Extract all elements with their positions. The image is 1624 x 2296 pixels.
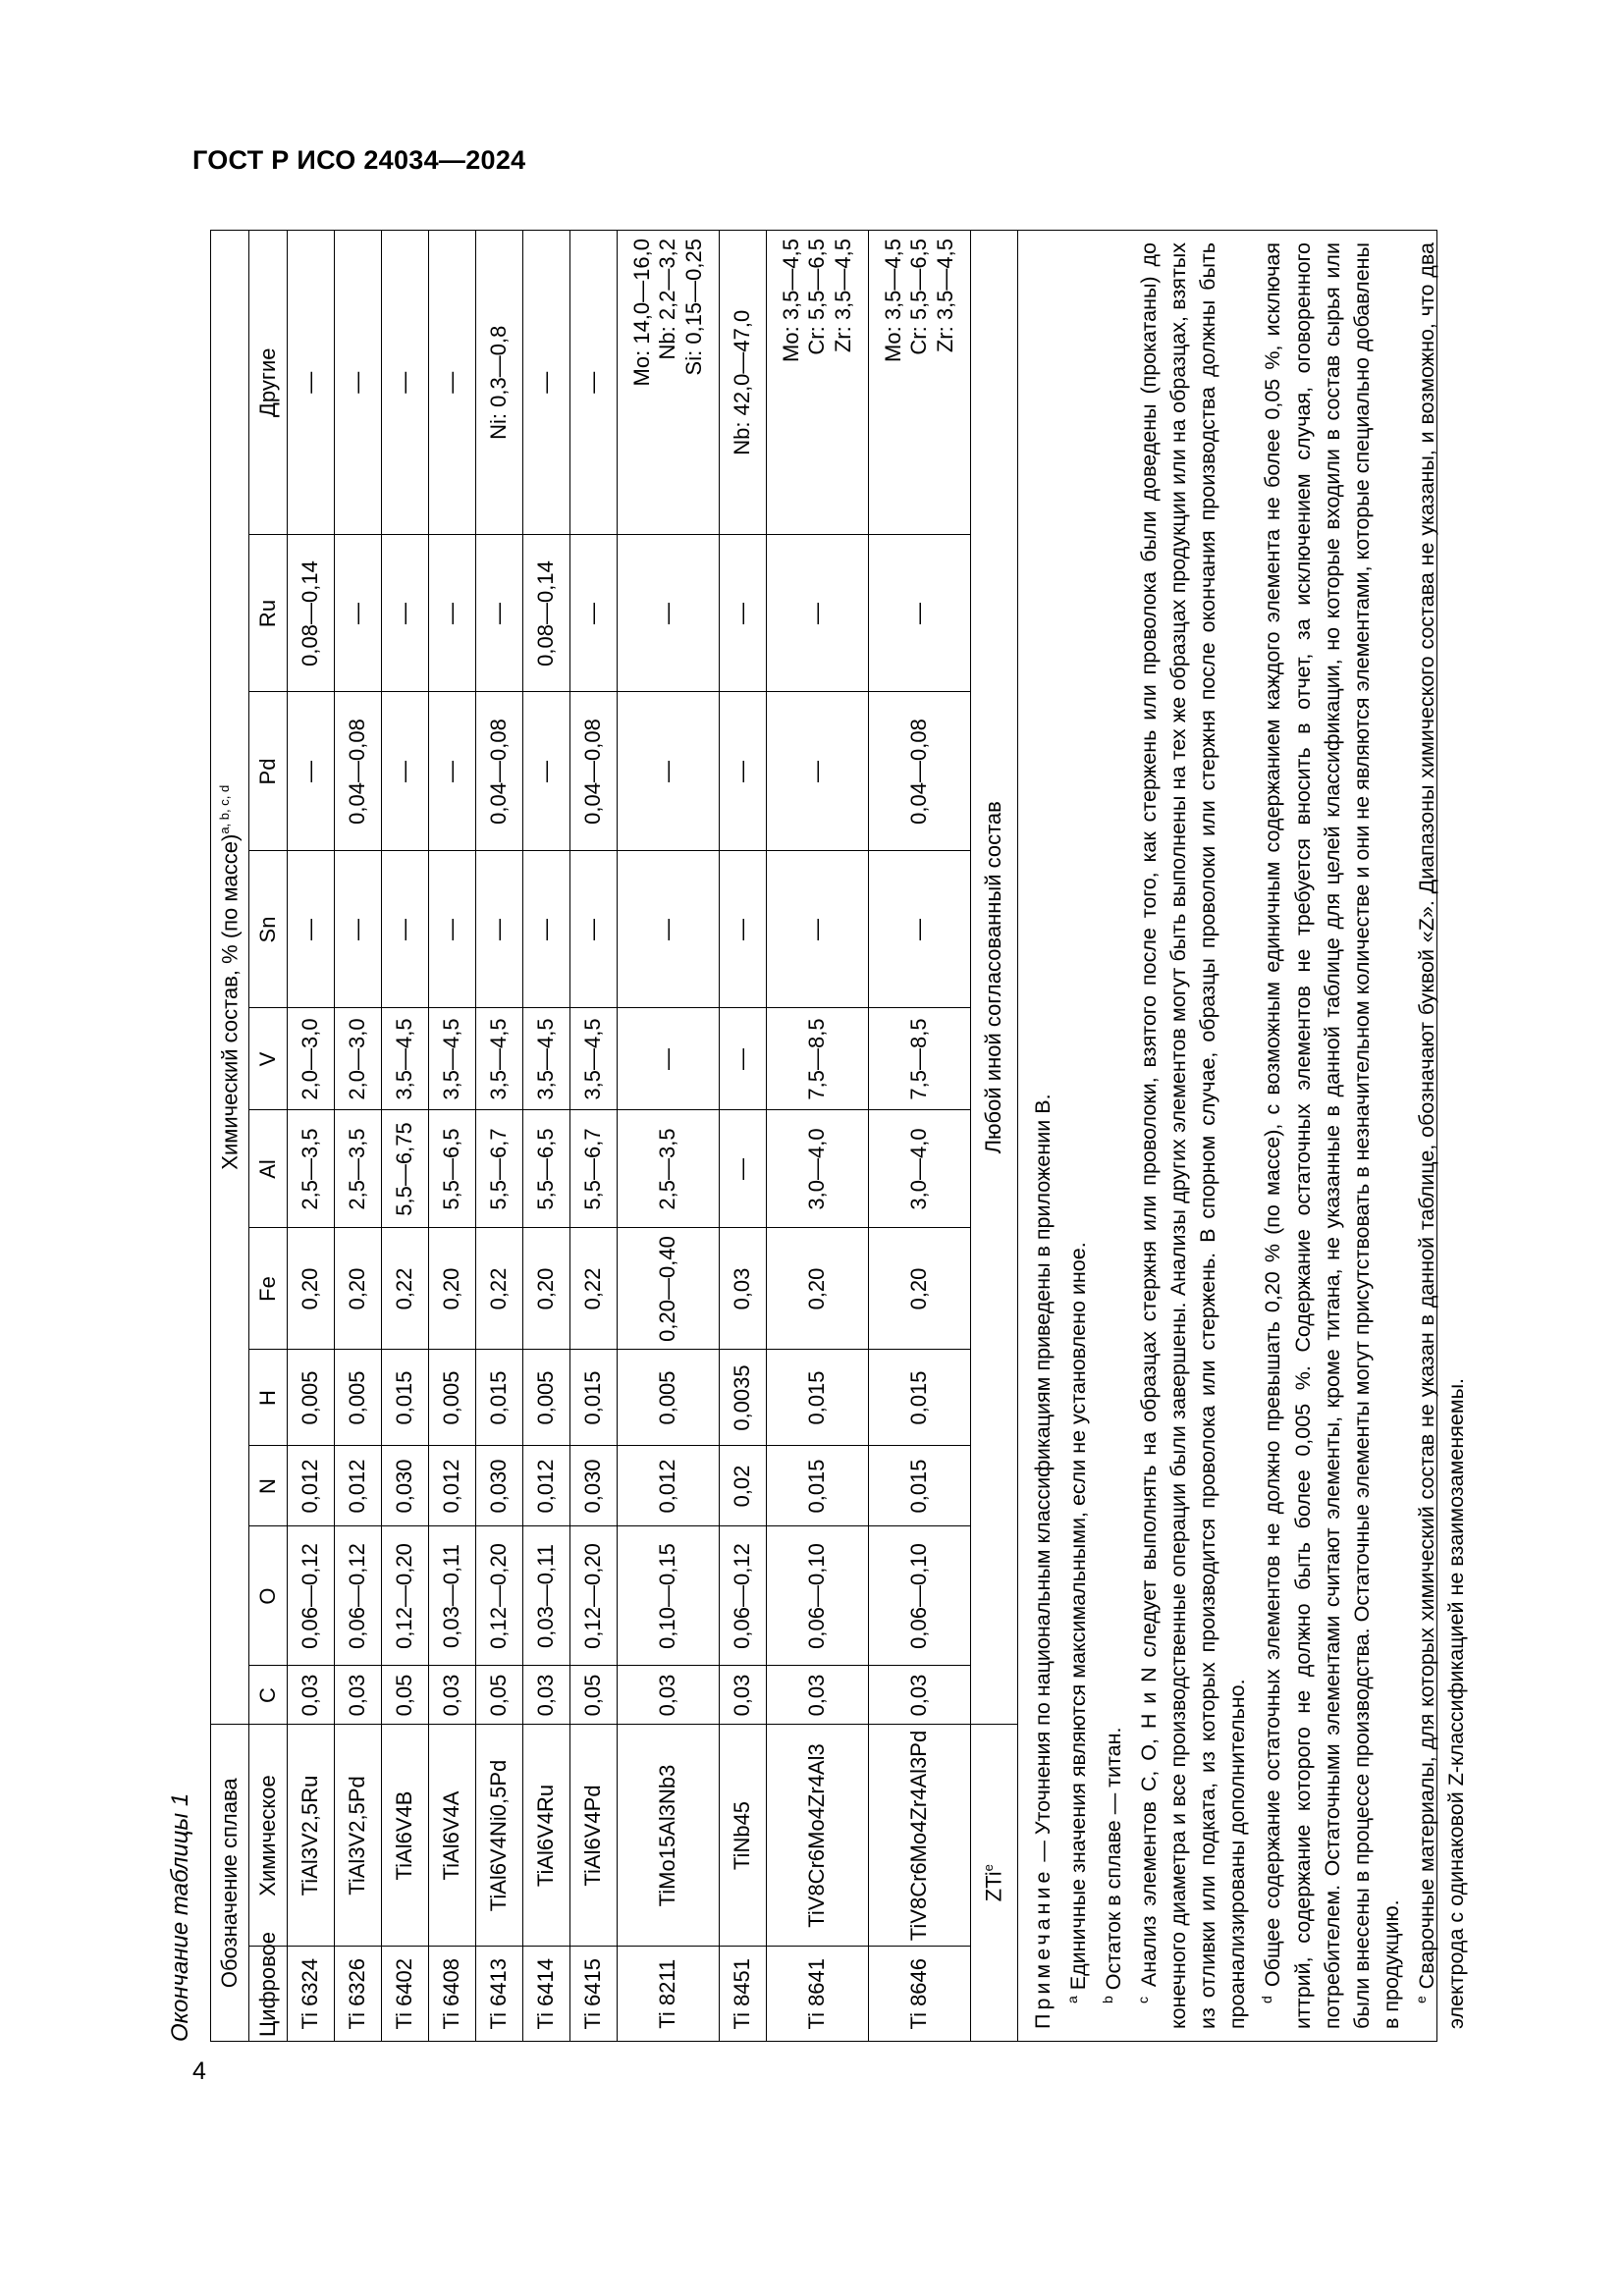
designation-group-header: Обозначение сплава <box>211 1725 249 2041</box>
table-cell: 0,08—0,14 <box>288 535 335 692</box>
table-cell: Nb: 42,0—47,0 <box>720 231 767 535</box>
table-cell: 0,015 <box>767 1350 869 1446</box>
table-row <box>767 231 869 2041</box>
table-cell: 0,20 <box>869 1228 971 1350</box>
table-cell: Ti 6408 <box>429 1947 476 2041</box>
table-cell: 0,03 <box>720 1228 767 1350</box>
table-cell: 0,03 <box>429 1666 476 1725</box>
table-row <box>429 231 476 2041</box>
table-cell: 0,005 <box>429 1350 476 1446</box>
column-header: Химическое <box>249 1725 288 1947</box>
table-row <box>720 231 767 2041</box>
cell-line: Zr: 3,5—4,5 <box>830 239 855 353</box>
footnote-text: Остаток в сплаве — титан. <box>1102 1727 1126 1991</box>
footnote-mark: a <box>1064 1996 1080 2003</box>
table-cell: Ti 8641 <box>767 1947 869 2041</box>
footnote-text: Общее содержание остаточных элементов не должно превышать 0,20 % (по массе), с возможным единичным содержанием каждого элемента не более 0,05 %, исключая иттрий, содержание которого не должно быть более 0,005 %. Содержание остаточных элементов не требуется вносить в отчет, за исключением случая, оговоренного потребителем. Остаточными элементами считают элементы, кроме титана, не указанные в данной таблице для целей классификации, но которые входили в состав сырья или были внесены в процессе производства. Остаточные элементы могут присутствовать в незначительном количестве и они не являются элементами, которые специально добавлены в продукцию. <box>1261 242 1403 2029</box>
footnote <box>1252 242 1405 2029</box>
footnote <box>1128 242 1252 2029</box>
column-header: C <box>249 1666 288 1725</box>
table-cell: 0,005 <box>335 1350 382 1446</box>
table-cell <box>767 231 869 535</box>
table-cell: 0,005 <box>288 1350 335 1446</box>
table-cell: 0,03 <box>869 1666 971 1725</box>
table-cell: 0,05 <box>570 1666 618 1725</box>
table-cell: — <box>767 535 869 692</box>
table-cell: — <box>335 535 382 692</box>
table-cell <box>618 231 720 535</box>
footnote-mark: b <box>1100 1996 1116 2003</box>
table-cell: — <box>767 692 869 851</box>
footnote-text: Единичные значения являются максимальными, если не установлено иное. <box>1066 1242 1091 1991</box>
table-row <box>618 231 720 2041</box>
table-cell: — <box>382 535 429 692</box>
table-continuation-label: Окончание таблицы 1 <box>167 1792 193 2042</box>
table-frame <box>210 230 1468 2042</box>
table-cell: 0,030 <box>570 1446 618 1526</box>
table-cell: — <box>618 851 720 1008</box>
table-cell: — <box>288 692 335 851</box>
table-cell: TiAl3V2,5Ru <box>288 1725 335 1947</box>
table-cell: Ti 8211 <box>618 1947 720 2041</box>
table-cell: 3,5—4,5 <box>570 1008 618 1110</box>
table-cell: 0,03 <box>720 1666 767 1725</box>
table-cell: 0,0035 <box>720 1350 767 1446</box>
cell-line: Mo: 3,5—4,5 <box>778 239 803 362</box>
table-cell: — <box>869 851 971 1008</box>
table-cell: 0,12—0,20 <box>570 1526 618 1666</box>
column-header: Fe <box>249 1228 288 1350</box>
table-cell: — <box>382 692 429 851</box>
table-cell: 0,03 <box>523 1666 570 1725</box>
table-cell: 0,06—0,10 <box>767 1526 869 1666</box>
table-group-header-row <box>211 231 249 2041</box>
table-cell: 0,20 <box>335 1228 382 1350</box>
table-cell: — <box>720 851 767 1008</box>
cell-line: Cr: 5,5—6,5 <box>906 239 932 355</box>
table-cell: 5,5—6,5 <box>523 1110 570 1228</box>
table-cell: 0,04—0,08 <box>869 692 971 851</box>
table-cell: 2,0—3,0 <box>288 1008 335 1110</box>
column-header: Цифровое <box>249 1947 288 2041</box>
table-cell: — <box>523 692 570 851</box>
table-cell: — <box>869 535 971 692</box>
table-cell: 3,0—4,0 <box>869 1110 971 1228</box>
table-cell: 0,012 <box>288 1446 335 1526</box>
table-row-zti <box>971 231 1018 2041</box>
footnote-mark: e <box>1412 1996 1429 2003</box>
table-cell: 0,030 <box>382 1446 429 1526</box>
table-row <box>476 231 523 2041</box>
table-cell: 7,5—8,5 <box>767 1008 869 1110</box>
table-cell: — <box>429 692 476 851</box>
table-cell: 0,03—0,11 <box>429 1526 476 1666</box>
table-cell: — <box>523 231 570 535</box>
table-cell: 3,5—4,5 <box>429 1008 476 1110</box>
table-cell: TiAl6V4B <box>382 1725 429 1947</box>
table-cell: — <box>523 851 570 1008</box>
table-row <box>869 231 971 2041</box>
table-row <box>288 231 335 2041</box>
note-text: — Уточнения по национальным классификациям приведены в приложении B. <box>1031 1094 1055 1868</box>
table-cell: 0,012 <box>429 1446 476 1526</box>
table-cell: 0,20 <box>288 1228 335 1350</box>
table-cell: — <box>335 231 382 535</box>
table-cell: Ti 6326 <box>335 1947 382 2041</box>
table-cell: TiAl6V4Ru <box>523 1725 570 1947</box>
table-cell: 0,03 <box>618 1666 720 1725</box>
document-header: ГОСТ Р ИСО 24034—2024 <box>192 145 526 175</box>
footnote-mark: c <box>1135 1997 1152 2003</box>
table-cell: 0,015 <box>869 1446 971 1526</box>
table-cell: — <box>618 1008 720 1110</box>
cell-line: Si: 0,15—0,25 <box>680 239 706 376</box>
cell-line: Mo: 3,5—4,5 <box>880 239 905 362</box>
footnote-mark: d <box>1259 1996 1275 2003</box>
composition-group-header: Химический состав, % (по массе)$^{a, b, c, d}$ <box>211 231 249 1725</box>
table-row <box>382 231 429 2041</box>
note-label: Примечание <box>1031 1867 1055 2029</box>
table-cell: 2,0—3,0 <box>335 1008 382 1110</box>
table-cell: — <box>476 851 523 1008</box>
column-header: Ru <box>249 535 288 692</box>
table-cell: — <box>618 692 720 851</box>
table-cell: — <box>618 535 720 692</box>
table-cell: — <box>335 851 382 1008</box>
table-cell: 0,030 <box>476 1446 523 1526</box>
table-cell: TiNb45 <box>720 1725 767 1947</box>
table-cell: 0,04—0,08 <box>476 692 523 851</box>
notes-section <box>1018 231 1471 2041</box>
table-cell: TiV8Cr6Mo4Zr4Al3 <box>767 1725 869 1947</box>
table-cell: — <box>720 1008 767 1110</box>
table-cell: 7,5—8,5 <box>869 1008 971 1110</box>
table-cell: 0,015 <box>869 1350 971 1446</box>
column-header: Al <box>249 1110 288 1228</box>
column-header: V <box>249 1008 288 1110</box>
table-cell: 5,5—6,7 <box>570 1110 618 1228</box>
zt-description-cell: Любой иной согласованный состав <box>971 231 1018 1725</box>
table-cell: — <box>570 231 618 535</box>
footnote-text: Сварочные материалы, для которых химический состав не указан в данной таблице, обозначают буквой «Z». Диапазоны химического состава не указаны, и возможно, что два электрода с одинаковой Z-классификацией не взаимозаменяемы. <box>1414 242 1468 2029</box>
table-cell: 0,10—0,15 <box>618 1526 720 1666</box>
table-cell: 0,015 <box>767 1446 869 1526</box>
table-cell <box>869 231 971 535</box>
table-cell: Ti 6415 <box>570 1947 618 2041</box>
table-cell: 0,05 <box>382 1666 429 1725</box>
table-cell: 0,015 <box>382 1350 429 1446</box>
column-header: Другие <box>249 231 288 535</box>
table-cell: Ti 8646 <box>869 1947 971 2041</box>
table-cell: 3,0—4,0 <box>767 1110 869 1228</box>
table-cell: 0,22 <box>382 1228 429 1350</box>
table-cell: 0,03 <box>767 1666 869 1725</box>
table-cell: Ti 8451 <box>720 1947 767 2041</box>
table-cell: 0,06—0,12 <box>288 1526 335 1666</box>
table-row <box>570 231 618 2041</box>
table-cell: TiMo15Al3Nb3 <box>618 1725 720 1947</box>
column-header: H <box>249 1350 288 1446</box>
table-cell: 0,20 <box>767 1228 869 1350</box>
composition-table <box>211 231 1018 2041</box>
table-cell: — <box>570 535 618 692</box>
table-cell: 0,12—0,20 <box>382 1526 429 1666</box>
table-column-header-row <box>249 231 288 2041</box>
table-cell: 0,03 <box>335 1666 382 1725</box>
table-cell: 0,06—0,12 <box>720 1526 767 1666</box>
column-header: Sn <box>249 851 288 1008</box>
table-cell: — <box>570 851 618 1008</box>
table-cell: 0,04—0,08 <box>335 692 382 851</box>
table-cell: 0,005 <box>618 1350 720 1446</box>
column-header: O <box>249 1526 288 1666</box>
table-body <box>288 231 971 2041</box>
table-cell: 3,5—4,5 <box>523 1008 570 1110</box>
table-cell: — <box>288 851 335 1008</box>
table-cell: Ti 6413 <box>476 1947 523 2041</box>
table-cell: 0,06—0,10 <box>869 1526 971 1666</box>
table-cell: 0,012 <box>335 1446 382 1526</box>
table-cell: 3,5—4,5 <box>382 1008 429 1110</box>
table-row <box>523 231 570 2041</box>
table-cell: 5,5—6,5 <box>429 1110 476 1228</box>
footnotes-list <box>1057 242 1471 2029</box>
table-cell: TiV8Cr6Mo4Zr4Al3Pd <box>869 1725 971 1947</box>
table-cell: 2,5—3,5 <box>618 1110 720 1228</box>
table-cell: 5,5—6,75 <box>382 1110 429 1228</box>
table-cell: — <box>382 231 429 535</box>
table-cell: TiAl3V2,5Pd <box>335 1725 382 1947</box>
table-cell: 0,04—0,08 <box>570 692 618 851</box>
table-cell: 0,012 <box>618 1446 720 1526</box>
page-number: 4 <box>192 2057 206 2085</box>
table-row <box>335 231 382 2041</box>
footnote <box>1093 242 1128 2029</box>
table-cell: — <box>720 535 767 692</box>
rotated-table-block <box>167 226 1468 2042</box>
table-cell: 0,012 <box>523 1446 570 1526</box>
table-cell: — <box>382 851 429 1008</box>
table-cell: 0,005 <box>523 1350 570 1446</box>
table-cell: 0,22 <box>476 1228 523 1350</box>
cell-line: Mo: 14,0—16,0 <box>628 239 654 387</box>
zt-designation-cell: ZTi$^e$ <box>971 1725 1018 2041</box>
table-cell: 0,20 <box>429 1228 476 1350</box>
table-cell: — <box>429 851 476 1008</box>
table-cell: TiAl6V4Ni0,5Pd <box>476 1725 523 1947</box>
table-cell: Ti 6414 <box>523 1947 570 2041</box>
table-cell: 3,5—4,5 <box>476 1008 523 1110</box>
table-cell: 2,5—3,5 <box>288 1110 335 1228</box>
column-header: Pd <box>249 692 288 851</box>
table-cell: Ti 6324 <box>288 1947 335 2041</box>
footnote <box>1057 242 1093 2029</box>
table-cell: 0,08—0,14 <box>523 535 570 692</box>
footnote-text: Анализ элементов C, O, H и N следует выполнять на образцах стержня или проволоки, взятого после того, как стержень или проволока были доведены (прокатаны) до конечного диаметра и все производственные операции были завершены. Анализы других элементов могут быть выполнены на тех же образцах продукции или на образцах, взятых из отливки или подката, из которых производится проволока или стержень. В спорном случае, образцы проволоки или стержня после окончания производства должны быть проанализированы дополнительно. <box>1137 242 1250 2029</box>
table-cell: Ni: 0,3—0,8 <box>476 231 523 535</box>
table-cell: 0,12—0,20 <box>476 1526 523 1666</box>
cell-line: Cr: 5,5—6,5 <box>804 239 830 355</box>
table-cell: 5,5—6,7 <box>476 1110 523 1228</box>
table-cell: 0,03—0,11 <box>523 1526 570 1666</box>
table-cell: 0,06—0,12 <box>335 1526 382 1666</box>
cell-line: Zr: 3,5—4,5 <box>932 239 957 353</box>
note-paragraph <box>1028 242 1057 2029</box>
footnote <box>1406 242 1471 2029</box>
table-cell: TiAl6V4Pd <box>570 1725 618 1947</box>
table-cell: 0,02 <box>720 1446 767 1526</box>
table-cell: TiAl6V4A <box>429 1725 476 1947</box>
table-cell: — <box>767 851 869 1008</box>
table-cell: — <box>720 1110 767 1228</box>
table-cell: — <box>288 231 335 535</box>
table-cell: — <box>720 692 767 851</box>
column-header: N <box>249 1446 288 1526</box>
table-cell: Ti 6402 <box>382 1947 429 2041</box>
table-cell: 0,03 <box>288 1666 335 1725</box>
table-cell: 0,015 <box>476 1350 523 1446</box>
table-cell: 2,5—3,5 <box>335 1110 382 1228</box>
cell-line: Nb: 2,2—3,2 <box>655 239 680 360</box>
table-cell: — <box>429 231 476 535</box>
table-cell: 0,20 <box>523 1228 570 1350</box>
table-cell: — <box>429 535 476 692</box>
table-cell: 0,015 <box>570 1350 618 1446</box>
table-cell: 0,20—0,40 <box>618 1228 720 1350</box>
table-cell: — <box>476 535 523 692</box>
table-cell: 0,05 <box>476 1666 523 1725</box>
table-cell: 0,22 <box>570 1228 618 1350</box>
